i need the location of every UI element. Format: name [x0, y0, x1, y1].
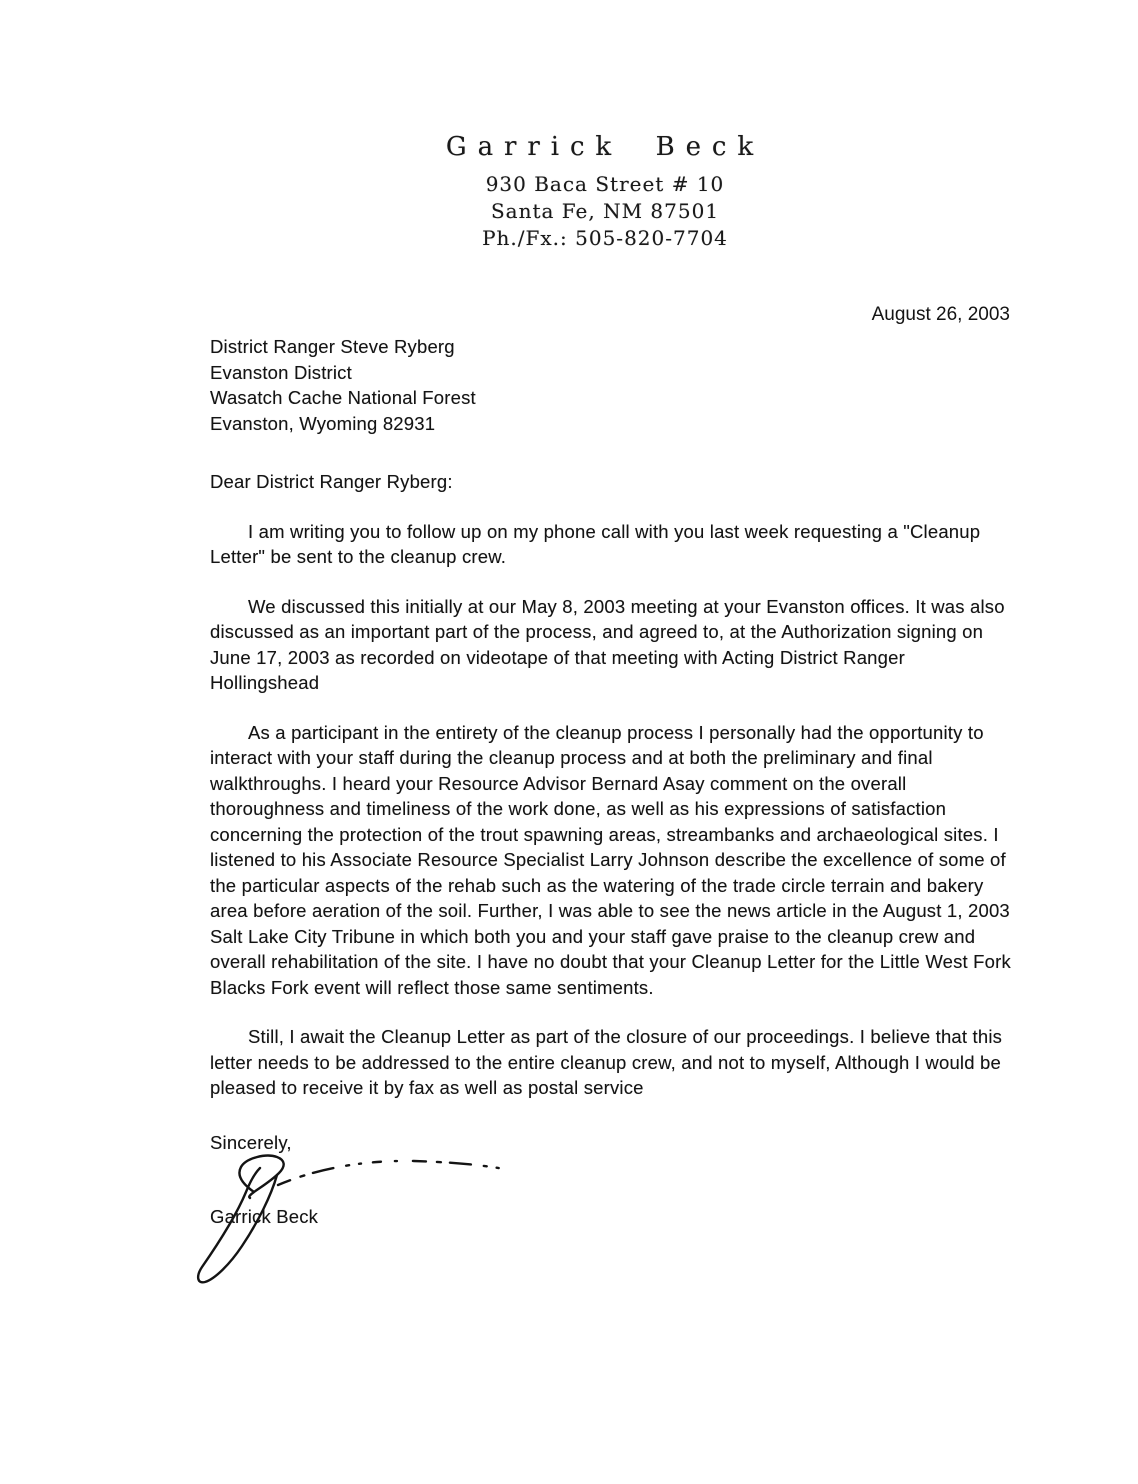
recipient-line: Evanston, Wyoming 82931 — [210, 412, 436, 434]
closing-block — [210, 1130, 1015, 1230]
typed-signature-name: Garrick Beck — [210, 1206, 319, 1227]
recipient-line: Evanston District — [210, 361, 352, 383]
recipient-line: Wasatch Cache National Forest — [210, 387, 476, 408]
recipient-line: District Ranger Steve Ryberg — [210, 336, 455, 357]
closing-salutation: Sincerely, — [210, 1131, 292, 1153]
paragraph-1: I am writing you to follow up on my phone call with you last week requesting a "Cleanup Letter" be sent to the cleanup crew. — [210, 520, 981, 567]
paragraph-4: Still, I await the Cleanup Letter as part of the closure of our proceedings. I believe that this letter needs to be addressed to the entire cleanup crew, and not to myself, Although I would be pleased to receive it by fax as well as postal service — [210, 1026, 1003, 1098]
letterhead-street: 930 Baca Street # 10 — [485, 172, 725, 196]
letter-body — [210, 334, 1015, 1230]
letterhead — [36, 0, 1138, 252]
letterhead-phone: Ph./Fx.: 505-820-7704 — [482, 226, 728, 250]
paragraph-2: We discussed this initially at our May 8, 2003 meeting at your Evanston offices. It was also discussed as an important part of the process, and agreed to, at the Authorization signing on June 17, 2003 as recorded on videotape of that meeting with Acting District Ranger Hollingshead — [210, 595, 1005, 693]
recipient-address-block — [210, 334, 1015, 436]
letterhead-city-state: Santa Fe, NM 87501 — [490, 199, 720, 223]
paragraph-3: As a participant in the entirety of the cleanup process I personally had the opportunity to interact with your staff during the cleanup process and at both the preliminary and final walkthroughs. I heard your Resource Advisor Bernard Asay comment on the overall thoroughness and timeliness of the work done, as well as his expressions of satisfaction concerning the protection of the trout spawning areas, streambanks and archaeological sites. I listened to his Associate Resource Specialist Larry Johnson describe the excellence of some of the particular aspects of the rehab such as the watering of the trade circle terrain and bakery area before aeration of the soil. Further, I was able to see the news article in the August 1, 2003 Salt Lake City Tribune in which both you and your staff gave praise to the cleanup crew and overall rehabilitation of the site. I have no doubt that your Cleanup Letter for the Little West Fork Blacks Fork event will reflect those same sentiments. — [210, 721, 1011, 998]
letterhead-name: Garrick Beck — [445, 132, 765, 162]
letter-date: August 26, 2003 — [871, 304, 1010, 325]
salutation: Dear District Ranger Ryberg: — [210, 471, 453, 492]
